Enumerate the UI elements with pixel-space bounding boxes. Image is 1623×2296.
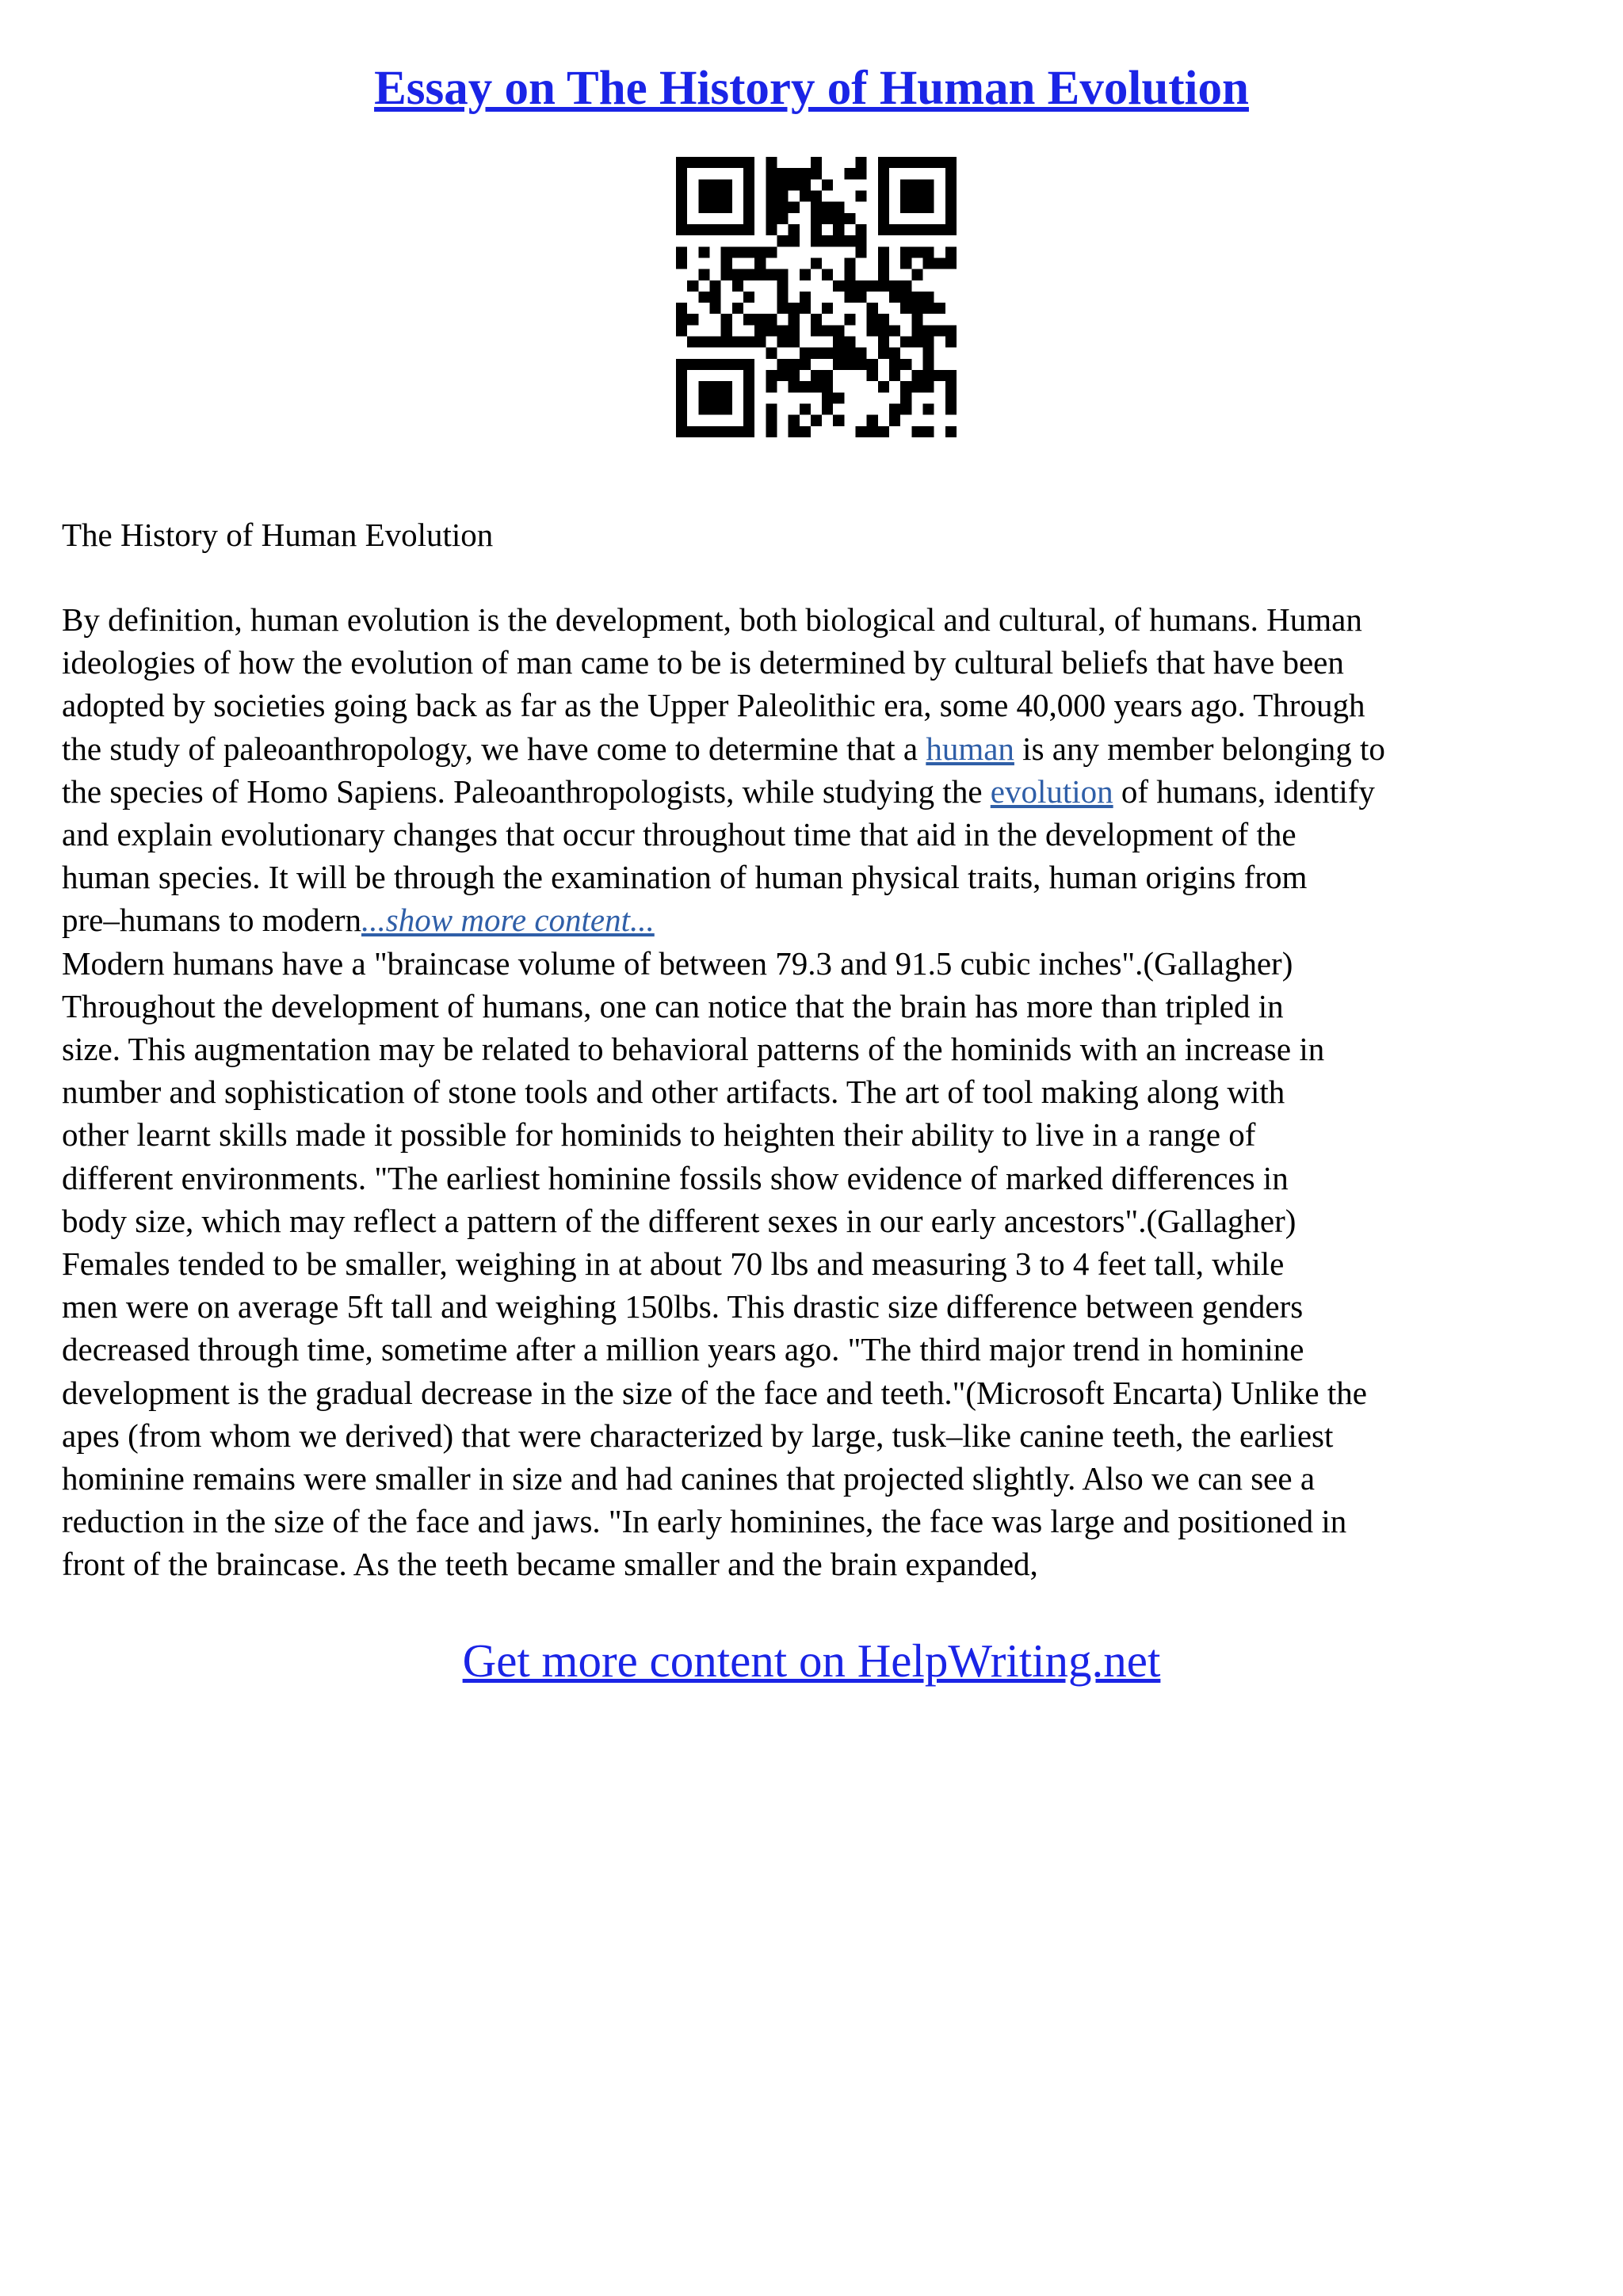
- text-line: decreased through time, sometime after a million years ago. "The third major trend in hominine: [62, 1331, 1304, 1368]
- text-line: front of the braincase. As the teeth became smaller and the brain expanded,: [62, 1546, 1038, 1583]
- text-segment: is any member belonging to: [1014, 730, 1385, 767]
- text-line: development is the gradual decrease in the size of the face and teeth."(Microsoft Encarta) Unlike the: [62, 1374, 1367, 1411]
- text-line: other learnt skills made it possible for hominids to heighten their ability to live in a range of: [62, 1116, 1256, 1154]
- text-line: hominine remains were smaller in size and had canines that projected slightly. Also we can see a: [62, 1460, 1316, 1497]
- text-line: apes (from whom we derived) that were characterized by large, tusk–like canine teeth, the earliest: [62, 1417, 1334, 1454]
- human-link[interactable]: human: [926, 730, 1014, 767]
- text-line: size. This augmentation may be related to behavioral patterns of the hominids with an increase in: [62, 1031, 1325, 1068]
- text-line: [62, 727, 1583, 770]
- show-more-link[interactable]: ...show more content...: [361, 902, 655, 939]
- text-line: number and sophistication of stone tools and other artifacts. The art of tool making along with: [62, 1074, 1285, 1111]
- text-line: human species. It will be through the examination of human physical traits, human origins from: [62, 859, 1308, 896]
- text-line: different environments. "The earliest hominine fossils show evidence of marked differences in: [62, 1159, 1289, 1196]
- text-segment: the species of Homo Sapiens. Paleoanthropologists, while studying the: [62, 772, 991, 810]
- essay-subtitle: The History of Human Evolution: [62, 517, 494, 553]
- text-segment: of humans, identify: [1113, 772, 1375, 810]
- text-line: men were on average 5ft tall and weighing 150lbs. This drastic size difference between genders: [62, 1288, 1304, 1325]
- text-line: [62, 770, 1583, 813]
- get-more-content-link[interactable]: Get more content on HelpWriting.net: [462, 1634, 1161, 1687]
- text-line: body size, which may reflect a pattern of the different sexes in our early ancestors".(Gallagher): [62, 1202, 1296, 1239]
- text-line: reduction in the size of the face and jaws. "In early hominines, the face was large and positioned in: [62, 1503, 1347, 1540]
- text-line: adopted by societies going back as far as the Upper Paleolithic era, some 40,000 years ago. Through: [62, 687, 1365, 724]
- text-line: Modern humans have a "braincase volume of between 79.3 and 91.5 cubic inches".(Gallagher): [62, 944, 1293, 982]
- evolution-link[interactable]: evolution: [990, 772, 1113, 810]
- text-line: and explain evolutionary changes that occur throughout time that aid in the development of the: [62, 816, 1296, 853]
- essay-body: [62, 598, 1583, 1586]
- text-line: Throughout the development of humans, one can notice that the brain has more than tripled in: [62, 987, 1284, 1024]
- footer-cta: [0, 1630, 1623, 1691]
- text-segment: pre–humans to modern: [62, 902, 362, 939]
- text-line: By definition, human evolution is the development, both biological and cultural, of humans. Human: [62, 601, 1362, 638]
- text-segment: the study of paleoanthropology, we have come to determine that a: [62, 730, 926, 767]
- qr-code-image: [676, 157, 957, 437]
- text-line: [62, 898, 1583, 941]
- page-title: [0, 57, 1623, 120]
- text-line: ideologies of how the evolution of man came to be is determined by cultural beliefs that have been: [62, 644, 1344, 681]
- title-link[interactable]: Essay on The History of Human Evolution: [374, 62, 1249, 115]
- text-line: Females tended to be smaller, weighing in at about 70 lbs and measuring 3 to 4 feet tall, while: [62, 1245, 1285, 1283]
